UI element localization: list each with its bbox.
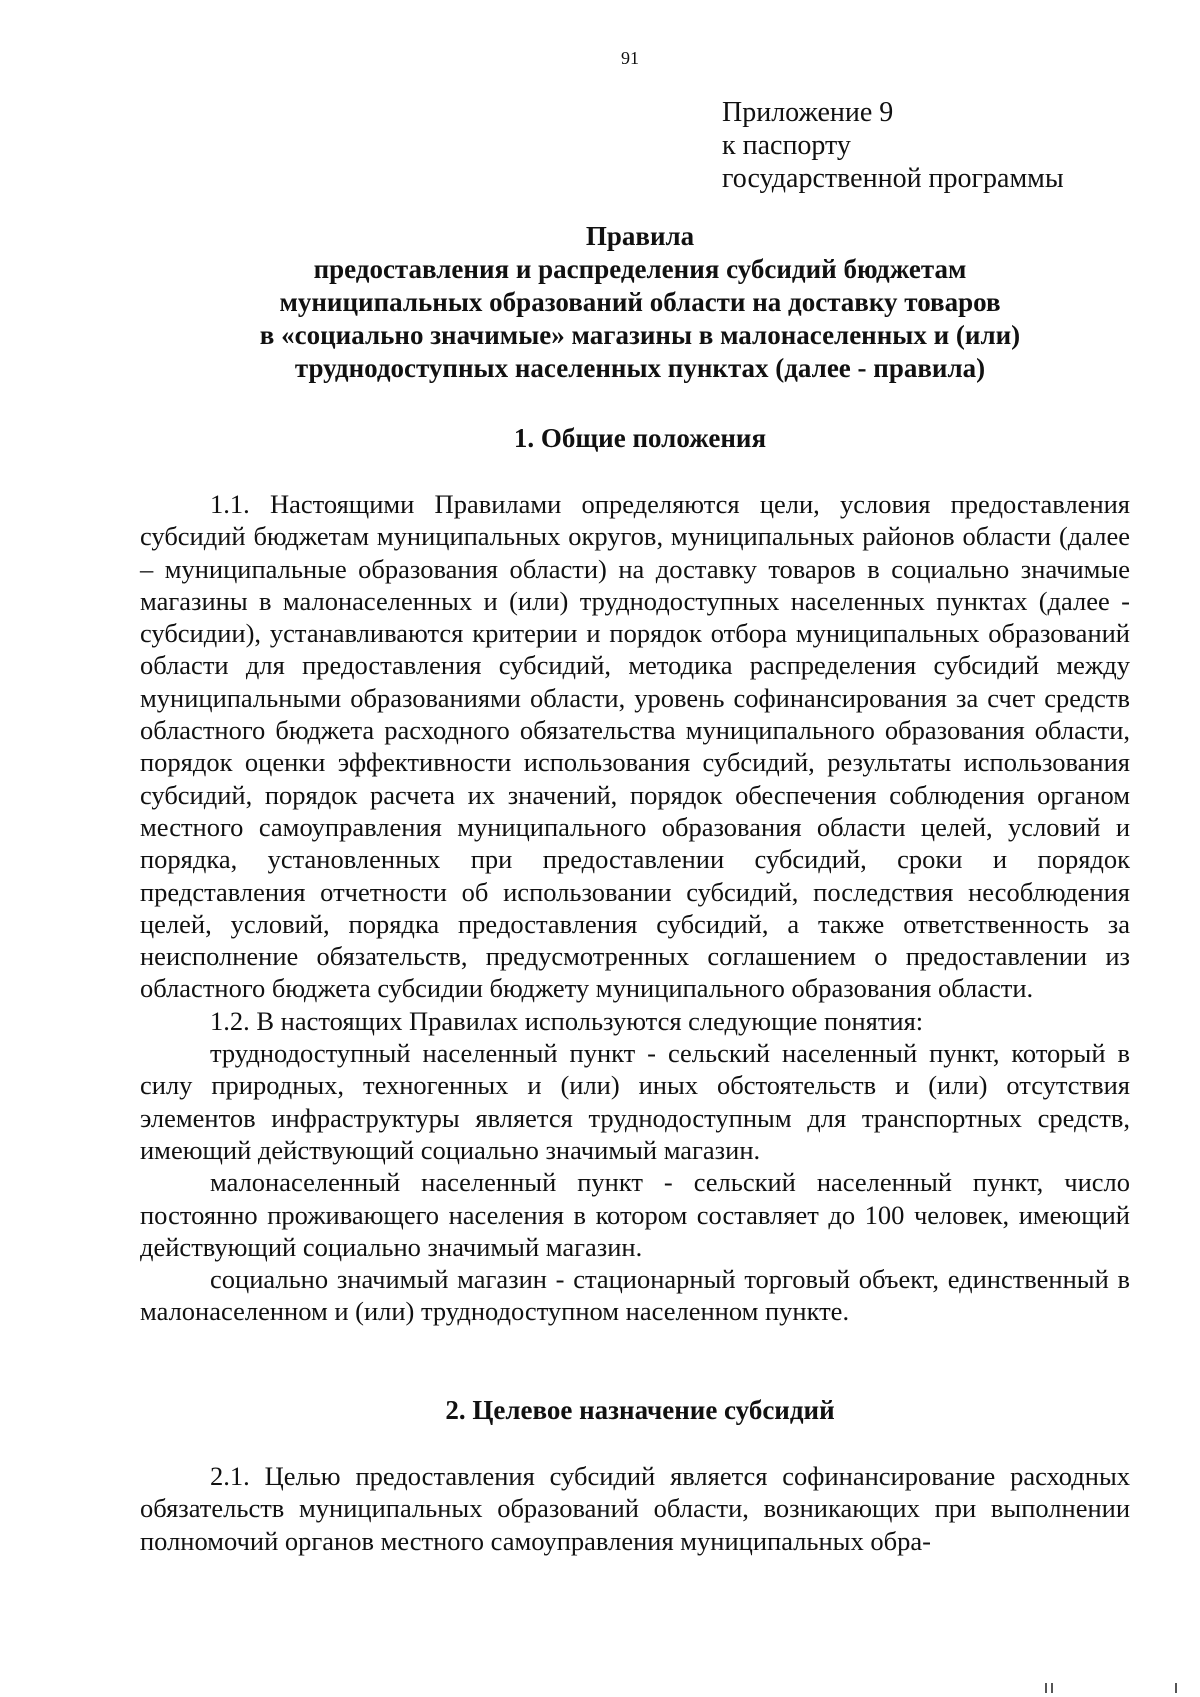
- document-title: [160, 220, 1120, 385]
- appendix-line: государственной программы: [722, 163, 1064, 194]
- appendix-line: Приложение 9: [722, 97, 894, 128]
- page-number: 91: [621, 48, 639, 68]
- title-line: предоставления и распределения субсидий бюджетам: [313, 254, 967, 284]
- title-line: Правила: [585, 221, 695, 251]
- definition-sparsely-populated: малонаселенный населенный пункт - сельский населенный пункт, число постоянно проживающего населения в котором составляет до 100 человек, имеющий действующий социально значимый магазин.: [140, 1167, 1130, 1262]
- scan-artifact: [1045, 1683, 1047, 1693]
- scan-artifact: [1175, 1683, 1177, 1693]
- paragraph-2-1: 2.1. Целью предоставления субсидий является софинансирование расходных обязательств муниципальных образований области, возникающих при выполнении полномочий органов местного самоуправления муниципальных обра-: [140, 1461, 1130, 1556]
- section-heading-purpose: 2. Целевое назначение субсидий: [445, 1395, 835, 1425]
- title-line: труднодоступных населенных пунктах (далее - правила): [294, 353, 986, 383]
- section-body-general: [140, 488, 1130, 1328]
- definition-hard-to-reach: труднодоступный населенный пункт - сельский населенный пункт, который в силу природных, техногенных и (или) иных обстоятельств и (или) отсутствия элементов инфраструктуры является труднодоступным для транспортных средств, имеющий действующий социально значимый магазин.: [140, 1038, 1130, 1165]
- section-heading-general: 1. Общие положения: [513, 423, 767, 453]
- paragraph-1-2: 1.2. В настоящих Правилах используются следующие понятия:: [210, 1005, 924, 1036]
- definition-socially-significant-store: социально значимый магазин - стационарный торговый объект, единственный в малонаселенном и (или) труднодоступном населенном пункте.: [140, 1264, 1130, 1327]
- appendix-note: [722, 96, 1162, 195]
- title-line: в «социально значимые» магазины в малонаселенных и (или): [259, 320, 1021, 350]
- title-line: муниципальных образований области на доставку товаров: [279, 287, 1001, 317]
- scan-artifact: [1051, 1683, 1053, 1693]
- section-body-purpose: [140, 1460, 1130, 1557]
- paragraph-1-1: 1.1. Настоящими Правилами определяются цели, условия предоставления субсидий бюджетам муниципальных округов, муниципальных районов области (далее – муниципальные образования области) на доставку товаров в социально значимые магазины в малонаселенных и (или) труднодоступных населенных пунктах (далее - субсидии), устанавливаются критерии и порядок отбора муниципальных образований области для предоставления субсидий, методика распределения субсидий между муниципальными образованиями области, уровень софинансирования за счет средств областного бюджета расходного обязательства муниципального образования области, порядок оценки эффективности использования субсидий, результаты использования субсидий, порядок расчета их значений, порядок обеспечения соблюдения органом местного самоуправления муниципального образования области целей, условий и порядка, установленных при предоставлении субсидий, сроки и порядок представления отчетности об использовании субсидий, последствия несоблюдения целей, условий, порядка предоставления субсидий, а также ответственность за неисполнение обязательств, предусмотренных соглашением о предоставлении из областного бюджета субсидии бюджету муниципального образования области.: [140, 489, 1130, 1004]
- appendix-line: к паспорту: [722, 130, 851, 161]
